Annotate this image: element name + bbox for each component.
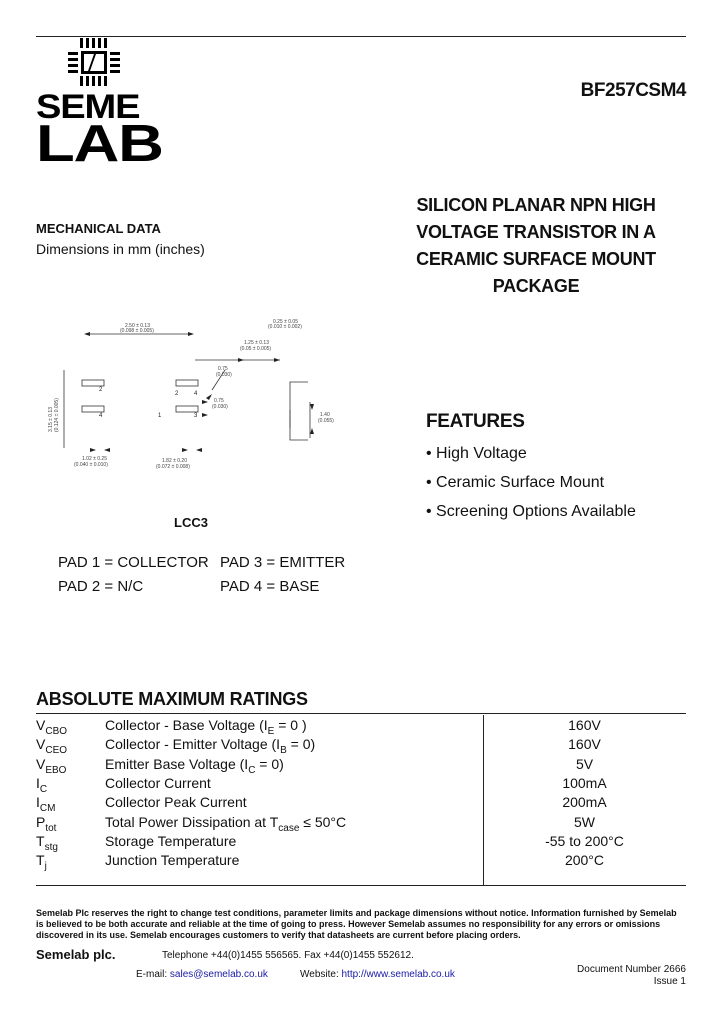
side-profile — [290, 382, 308, 440]
dimension-arrow — [188, 332, 194, 336]
part-number: BF257CSM4 — [580, 80, 686, 101]
dimension-arrow — [206, 394, 212, 400]
rating-value: -55 to 200°C — [545, 832, 624, 849]
rating-description — [105, 775, 211, 791]
dimensions-note: Dimensions in mm (inches) — [36, 241, 205, 257]
rating-row — [36, 775, 686, 794]
issue-number: Issue 1 — [653, 976, 686, 987]
dimension-arrow — [274, 358, 280, 362]
rating-description-text: Collector Current — [105, 774, 211, 791]
dimension-arrow — [202, 400, 208, 404]
rating-description — [105, 852, 239, 868]
rating-row — [36, 852, 686, 871]
logo-lab-text: LAB — [36, 115, 163, 173]
rating-symbol — [36, 775, 47, 795]
rating-description-text: Collector - Emitter Voltage (I — [105, 736, 281, 753]
rating-symbol — [36, 717, 67, 737]
pad-3-label: PAD 3 = EMITTER — [220, 554, 346, 571]
title-line: VOLTAGE TRANSISTOR IN A — [416, 222, 656, 242]
rating-description-text: Collector - Base Voltage (I — [105, 717, 268, 733]
rating-symbol-sub: CEO — [45, 745, 68, 757]
rating-description-sub: E — [267, 725, 275, 737]
rating-description-tail: ≤ 50°C — [299, 813, 347, 830]
rating-description-text: Junction Temperature — [105, 852, 240, 869]
rating-row — [36, 833, 686, 852]
rating-description — [105, 814, 346, 834]
rating-symbol-sub: CM — [39, 802, 56, 814]
rating-symbol-main: I — [36, 774, 40, 791]
rating-description — [105, 717, 307, 737]
feature-item: • High Voltage — [426, 445, 527, 462]
dim-mid-in: (0.05 ± 0.005) — [240, 346, 272, 352]
pad-number: 2 — [175, 391, 179, 397]
rating-description-tail: = 0) — [255, 755, 284, 772]
rating-value: 160V — [568, 736, 601, 753]
package-drawing — [30, 310, 370, 480]
rating-description — [105, 794, 247, 810]
rating-description-sub: C — [248, 764, 256, 776]
pad-shape — [82, 380, 104, 386]
website-link[interactable]: http://www.semelab.co.uk — [341, 969, 455, 980]
dim-left: 3.15 ± 0.13 — [48, 407, 54, 432]
dimension-arrow — [310, 404, 314, 410]
pad-shape — [176, 380, 198, 386]
rating-symbol — [36, 814, 56, 834]
absolute-maximum-ratings-heading: ABSOLUTE MAXIMUM RATINGS — [36, 689, 308, 709]
logo-seme-text: SEME — [36, 88, 140, 126]
rating-symbol-main: P — [36, 813, 46, 830]
rating-symbol-main: I — [36, 794, 40, 811]
rating-symbol — [36, 736, 67, 756]
dim-right-in: (0.010 ± 0.002) — [268, 324, 302, 330]
rating-value: 5W — [574, 813, 595, 830]
rating-value: 200°C — [564, 852, 605, 869]
feature-item: • Ceramic Surface Mount — [426, 474, 605, 491]
dim-bottom-mid: 1.82 ± 0.20 — [162, 458, 187, 464]
dimension-arrow — [196, 448, 202, 452]
rating-symbol-main: V — [36, 755, 46, 772]
document-number: Document Number 2666 — [577, 964, 686, 975]
rating-description-text: Collector Peak Current — [105, 794, 247, 811]
title-line: CERAMIC SURFACE MOUNT — [416, 249, 656, 269]
pad-number: 2 — [99, 387, 103, 393]
pad-number: 4 — [194, 391, 198, 397]
dim-right: 0.25 ± 0.05 — [273, 319, 298, 325]
rating-description-text: Storage Temperature — [105, 832, 237, 849]
website-line — [300, 969, 455, 980]
telephone-fax: Telephone +44(0)1455 556565. Fax +44(0)1455 552612. — [162, 950, 414, 961]
dim-pad-2-in: (0.030) — [212, 404, 228, 410]
email-link[interactable]: sales@semelab.co.uk — [169, 969, 268, 980]
company-name: Semelab plc. — [36, 947, 116, 962]
pad-number: 4 — [99, 413, 103, 419]
rating-description — [105, 833, 236, 849]
rating-symbol — [36, 756, 66, 776]
ratings-table — [36, 715, 686, 885]
rating-row — [36, 756, 686, 775]
rating-value: 160V — [568, 717, 601, 733]
ratings-top-rule — [36, 713, 686, 714]
rating-symbol-sub: C — [39, 783, 48, 795]
dim-top-in: (0.098 ± 0.005) — [120, 328, 154, 334]
semelab-logo — [36, 36, 163, 173]
package-name: LCC3 — [174, 515, 208, 530]
rating-symbol-main: V — [36, 717, 46, 733]
rating-value: 200mA — [562, 794, 607, 811]
email-label: E-mail: — [136, 969, 170, 980]
rating-description-tail: = 0) — [286, 736, 316, 753]
rating-symbol-main: T — [36, 852, 45, 869]
dimension-arrow — [104, 448, 110, 452]
dimension-arrow — [90, 448, 96, 452]
logo-grid-icon — [66, 38, 122, 86]
rating-description — [105, 756, 284, 776]
rating-description-tail: = 0 ) — [274, 717, 307, 733]
rating-description-sub: case — [278, 822, 300, 834]
rating-row — [36, 736, 686, 755]
dim-side: 1.40 — [320, 412, 330, 418]
pad-shape — [176, 406, 198, 412]
rating-row — [36, 717, 686, 736]
dim-pad: 0.75 — [218, 366, 228, 372]
rating-value: 100mA — [562, 774, 607, 791]
dim-pad-2: 0.75 — [214, 398, 224, 404]
pad-4-label: PAD 4 = BASE — [220, 578, 320, 595]
rating-symbol-sub: tot — [45, 822, 57, 834]
rating-row — [36, 814, 686, 833]
dim-side-in: (0.055) — [318, 418, 334, 424]
title-line: SILICON PLANAR NPN HIGH — [416, 195, 656, 215]
rating-description-text: Emitter Base Voltage (I — [105, 755, 249, 772]
dim-mid: 1.25 ± 0.13 — [244, 340, 269, 346]
pad-shape — [82, 406, 104, 412]
rating-symbol-sub: j — [44, 860, 47, 872]
email-line — [136, 969, 268, 980]
rating-symbol-main: V — [36, 736, 46, 753]
rating-description — [105, 736, 315, 756]
disclaimer: Semelab Plc reserves the right to change test conditions, parameter limits and package dimensions without notice. Information furnished by Semelab is believed to be both accurate and reliable at the time of going to press. However Semelab assumes no responsibility for any errors or omissions discovered in its use. Semelab encourages customers to verify that datasheets are current before placing orders. — [36, 908, 677, 940]
rating-symbol — [36, 852, 47, 872]
rating-description-sub: B — [280, 745, 287, 757]
pad-1-label: PAD 1 = COLLECTOR — [58, 554, 209, 571]
rating-symbol — [36, 794, 55, 814]
dimension-arrow — [84, 332, 90, 336]
dim-pad-in: (0.030) — [216, 372, 232, 378]
dim-bottom-left-in: (0.040 ± 0.010) — [74, 462, 108, 468]
features-heading: FEATURES — [426, 411, 525, 432]
pad-number: 1 — [158, 413, 162, 419]
mechanical-data-heading: MECHANICAL DATA — [36, 221, 161, 236]
rating-symbol-main: T — [36, 832, 45, 849]
pad-number: 3 — [194, 413, 198, 419]
rating-description-text: Total Power Dissipation at T — [105, 813, 279, 830]
website-label: Website: — [300, 969, 342, 980]
dim-bottom-left: 1.02 ± 0.25 — [82, 456, 107, 462]
rating-symbol-sub: EBO — [45, 764, 67, 776]
dim-left-in: (0.124 ± 0.005) — [54, 398, 60, 432]
dimension-arrow — [182, 448, 188, 452]
feature-item: • Screening Options Available — [426, 503, 636, 520]
rating-symbol — [36, 833, 58, 853]
ratings-bottom-rule — [36, 885, 686, 886]
dim-top: 2.50 ± 0.13 — [125, 323, 150, 329]
device-title — [380, 192, 692, 300]
dim-bottom-mid-in: (0.072 ± 0.008) — [156, 464, 190, 470]
dimension-arrow — [202, 413, 208, 417]
pad-2-label: PAD 2 = N/C — [58, 578, 144, 595]
rating-row — [36, 794, 686, 813]
title-line: PACKAGE — [492, 276, 580, 296]
dimension-arrow — [238, 358, 244, 362]
rating-value: 5V — [575, 755, 594, 772]
rating-symbol-sub: stg — [44, 841, 58, 853]
dimension-arrow — [310, 428, 314, 434]
rating-symbol-sub: CBO — [45, 725, 68, 737]
